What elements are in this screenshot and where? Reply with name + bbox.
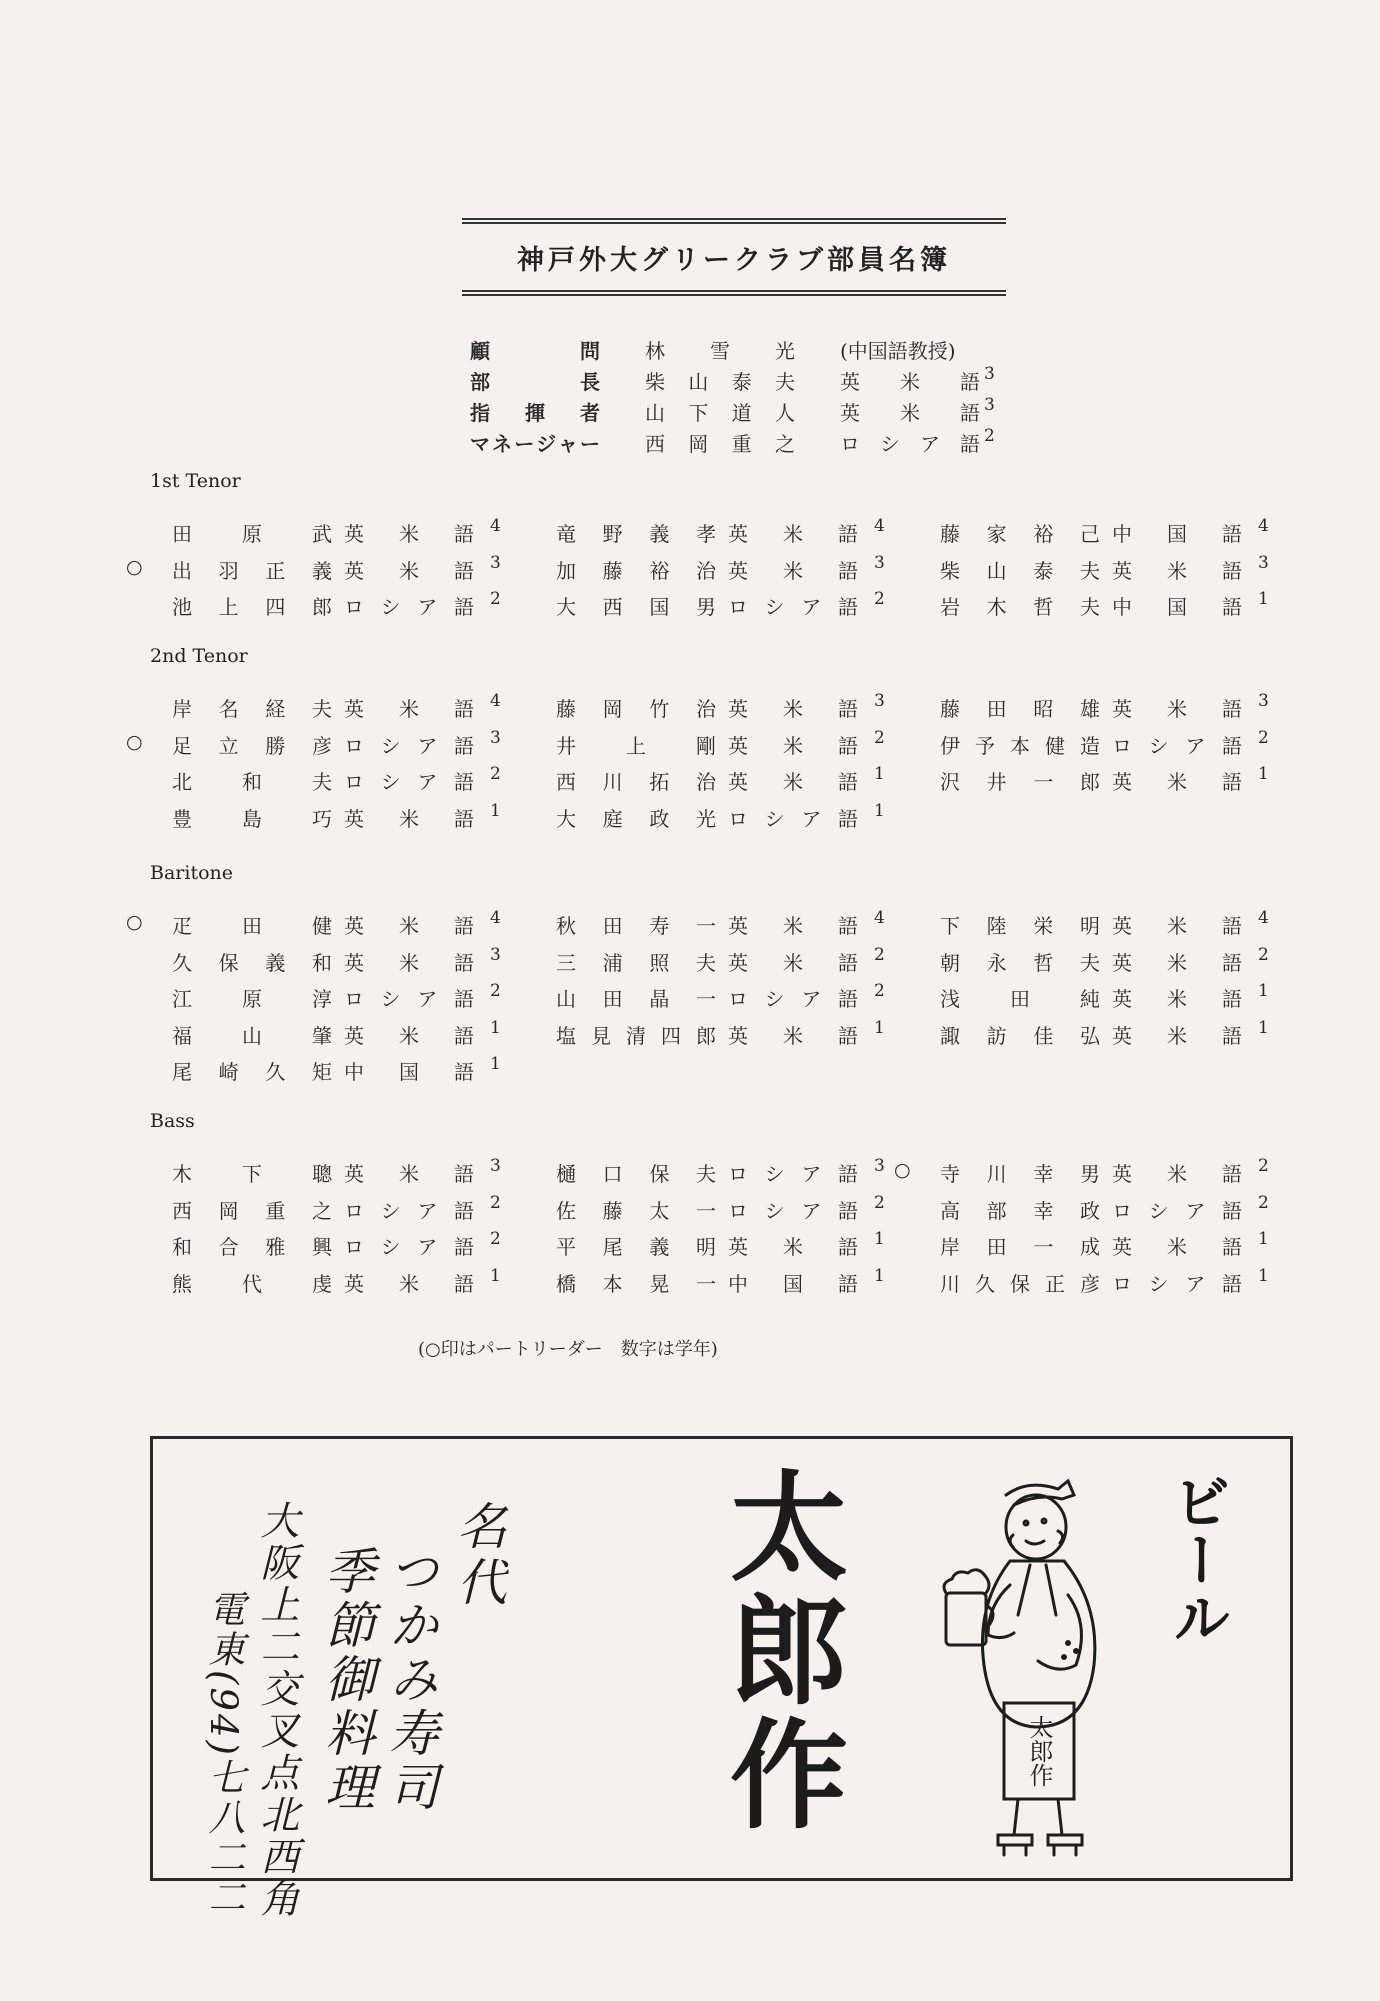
- ad-tagline-line1: 名代: [449, 1500, 507, 1612]
- member-grade: 1: [1258, 1017, 1269, 1038]
- member-grade: 3: [490, 1156, 501, 1176]
- member-name: 下陸栄明: [940, 914, 1100, 938]
- member-entry: [916, 727, 1296, 760]
- member-grade: 4: [490, 516, 501, 536]
- member-name: 伊予本健造: [940, 733, 1100, 758]
- member-grade: 4: [874, 516, 885, 536]
- member-entry: [916, 1192, 1296, 1225]
- officer-role: 部長: [470, 370, 600, 394]
- member-grade: 1: [490, 1017, 501, 1038]
- officer-grade: 3: [984, 395, 995, 415]
- member-entry: [148, 983, 528, 1013]
- member-grade: 3: [490, 727, 501, 748]
- member-name: 竜野義孝: [556, 522, 716, 546]
- member-department: 英米語: [728, 770, 858, 794]
- member-entry: [532, 727, 912, 760]
- member-grade: 2: [1258, 1192, 1269, 1213]
- member-name: 岸名経夫: [172, 697, 332, 721]
- member-department: ロシア語: [344, 733, 474, 758]
- member-department: 英米語: [728, 697, 858, 721]
- member-name: 池上四郎: [172, 595, 332, 619]
- member-grade: 1: [874, 1265, 885, 1286]
- member-entry: [532, 1231, 912, 1261]
- member-department: 中国語: [728, 1271, 858, 1296]
- member-entry: [532, 766, 912, 796]
- member-department: ロシア語: [728, 1162, 858, 1186]
- member-grade: 2: [490, 981, 501, 1001]
- member-department: 英米語: [1112, 697, 1242, 721]
- member-grade: 1: [874, 1229, 885, 1249]
- ad-address-line2: 電東(94)七八二二: [202, 1590, 245, 1918]
- member-name: 秋田寿一: [556, 914, 716, 938]
- member-department: 英米語: [1112, 770, 1242, 794]
- member-entry: [916, 552, 1296, 585]
- officer-row: [470, 366, 1030, 397]
- member-name: 熊代虔: [172, 1271, 332, 1296]
- beer-label: ビール: [1163, 1472, 1231, 1646]
- member-department: 英米語: [344, 522, 474, 546]
- member-department: 英米語: [728, 1023, 858, 1048]
- member-entry: [916, 766, 1296, 796]
- member-department: 英米語: [1112, 1235, 1242, 1259]
- member-name: 朝永哲夫: [940, 950, 1100, 975]
- member-department: 英米語: [344, 1271, 474, 1296]
- member-grade: 1: [490, 1265, 501, 1286]
- member-grade: 3: [1258, 552, 1269, 573]
- title-box: [462, 218, 1006, 296]
- officer-department: 英米語: [840, 370, 980, 394]
- member-name: 寺川幸男: [940, 1162, 1100, 1186]
- member-entry: [916, 1017, 1296, 1050]
- member-grade: 1: [490, 1054, 501, 1074]
- member-entry: [532, 944, 912, 977]
- section-label: 2nd Tenor: [150, 645, 248, 667]
- member-grade: 3: [874, 691, 885, 711]
- member-department: 英米語: [728, 1235, 858, 1259]
- ad-tagline-line3: 季節御料理: [317, 1545, 375, 1815]
- member-grade: 2: [1258, 944, 1269, 965]
- member-name: 久保義和: [172, 950, 332, 975]
- member-entry: [916, 591, 1296, 621]
- member-department: ロシア語: [728, 595, 858, 619]
- member-name: 山田晶一: [556, 987, 716, 1011]
- member-name: 北和夫: [172, 770, 332, 794]
- member-grade: 4: [1258, 908, 1269, 928]
- member-grade: 1: [874, 764, 885, 784]
- member-name: 井上剛: [556, 733, 716, 758]
- member-entry: [532, 1017, 912, 1050]
- member-name: 西岡重之: [172, 1198, 332, 1223]
- member-department: 英米語: [344, 914, 474, 938]
- officer-department: 英米語: [840, 401, 980, 425]
- member-grade: 3: [490, 944, 501, 965]
- member-name: 足立勝彦: [172, 733, 332, 758]
- member-entry: [148, 800, 528, 833]
- member-name: 加藤裕治: [556, 558, 716, 583]
- member-name: 疋田健: [172, 914, 332, 938]
- member-name: 樋口保夫: [556, 1162, 716, 1186]
- member-department: 英米語: [344, 1023, 474, 1048]
- member-department: ロシア語: [728, 1198, 858, 1223]
- officer-name: 柴山泰夫: [645, 370, 795, 394]
- member-entry: [916, 693, 1296, 723]
- member-entry: [148, 1056, 528, 1086]
- member-entry: [148, 944, 528, 977]
- member-name: 大西国男: [556, 595, 716, 619]
- member-department: ロシア語: [344, 770, 474, 794]
- member-grade: 2: [874, 944, 885, 965]
- member-name: 平尾義明: [556, 1235, 716, 1259]
- section-label: Bass: [150, 1110, 195, 1132]
- member-grade: 1: [490, 800, 501, 821]
- member-department: 英米語: [344, 950, 474, 975]
- member-department: ロシア語: [344, 1198, 474, 1223]
- member-entry: [148, 693, 528, 723]
- member-department: 英米語: [728, 914, 858, 938]
- member-name: 三浦照夫: [556, 950, 716, 975]
- officer-row: [470, 335, 1030, 366]
- member-department: 英米語: [728, 950, 858, 975]
- member-department: ロシア語: [728, 806, 858, 831]
- member-grade: 2: [874, 1192, 885, 1213]
- member-department: 英米語: [1112, 914, 1242, 938]
- member-name: 尾崎久矩: [172, 1060, 332, 1084]
- member-grade: 1: [1258, 1265, 1269, 1286]
- part-leader-mark: ○: [126, 911, 143, 933]
- member-grade: 1: [1258, 1229, 1269, 1249]
- officer-grade: 2: [984, 426, 995, 446]
- member-department: ロシア語: [728, 987, 858, 1011]
- member-department: 英米語: [728, 733, 858, 758]
- member-name: 和合雅興: [172, 1235, 332, 1259]
- member-name: 田原武: [172, 522, 332, 546]
- member-name: 西川拓治: [556, 770, 716, 794]
- member-department: ロシア語: [1112, 1198, 1242, 1223]
- member-grade: 3: [1258, 691, 1269, 711]
- officer-row: [470, 428, 1030, 459]
- officers-list: [470, 335, 1030, 459]
- member-grade: 4: [1258, 516, 1269, 536]
- member-name: 岩木哲夫: [940, 595, 1100, 619]
- member-entry: [916, 983, 1296, 1013]
- member-entry: [148, 591, 528, 621]
- member-grade: 4: [490, 908, 501, 928]
- member-department: 英米語: [1112, 1023, 1242, 1048]
- member-name: 福山肇: [172, 1023, 332, 1048]
- member-department: 英米語: [1112, 987, 1242, 1011]
- section-label: 1st Tenor: [150, 470, 241, 492]
- member-name: 佐藤太一: [556, 1198, 716, 1223]
- member-department: 英米語: [1112, 558, 1242, 583]
- member-entry: [894, 1156, 1296, 1188]
- member-name: 木下聰: [172, 1162, 332, 1186]
- mascot-illustration: [918, 1465, 1138, 1865]
- member-department: 英米語: [344, 558, 474, 583]
- officer-name: 西岡重之: [645, 432, 795, 456]
- member-department: 中国語: [1112, 595, 1242, 619]
- part-leader-mark: ○: [126, 730, 143, 753]
- apron-text: 太郎作: [1025, 1715, 1053, 1787]
- member-name: 藤岡竹治: [556, 697, 716, 721]
- member-entry: [126, 908, 528, 940]
- page-title: 神戸外大グリークラブ部員名簿: [517, 244, 951, 276]
- part-leader-mark: ○: [126, 555, 143, 578]
- member-name: 藤田昭雄: [940, 697, 1100, 721]
- officer-role: 顧問: [470, 339, 600, 363]
- member-grade: 1: [874, 800, 885, 821]
- member-grade: 3: [490, 552, 501, 573]
- member-entry: [148, 1017, 528, 1050]
- member-name: 塩見清四郎: [556, 1023, 716, 1048]
- officer-name: 林雪光: [645, 339, 795, 363]
- member-entry: [532, 910, 912, 940]
- member-entry: [148, 766, 528, 796]
- member-entry: [916, 1265, 1296, 1298]
- member-grade: 2: [490, 589, 501, 609]
- member-grade: 2: [874, 589, 885, 609]
- member-grade: 1: [874, 1017, 885, 1038]
- member-grade: 4: [490, 691, 501, 711]
- member-name: 浅田純: [940, 987, 1100, 1011]
- member-entry: [148, 1265, 528, 1298]
- member-name: 岸田一成: [940, 1235, 1100, 1259]
- member-name: 川久保正彦: [940, 1271, 1100, 1296]
- member-entry: [916, 910, 1296, 940]
- part-leader-mark: ○: [894, 1159, 911, 1181]
- member-entry: [532, 518, 912, 548]
- member-grade: 2: [490, 1192, 501, 1213]
- member-name: 出羽正義: [172, 558, 332, 583]
- member-grade: 3: [874, 1156, 885, 1176]
- member-entry: [126, 727, 528, 760]
- member-grade: 2: [490, 1229, 501, 1249]
- member-grade: 2: [874, 981, 885, 1001]
- member-name: 藤家裕己: [940, 522, 1100, 546]
- member-entry: [532, 693, 912, 723]
- section-label: Baritone: [150, 862, 234, 884]
- officer-department: ロシア語: [840, 432, 980, 456]
- member-entry: [148, 1192, 528, 1225]
- ad-address-line1: 大阪上二交叉点北西角: [254, 1500, 299, 1920]
- member-grade: 2: [490, 764, 501, 784]
- member-department: 英米語: [344, 1162, 474, 1186]
- member-department: 中国語: [1112, 522, 1242, 546]
- member-department: 中国語: [344, 1060, 474, 1084]
- member-entry: [532, 1265, 912, 1298]
- member-entry: [916, 944, 1296, 977]
- member-department: ロシア語: [1112, 733, 1242, 758]
- member-entry: [532, 591, 912, 621]
- member-entry: [916, 518, 1296, 548]
- member-name: 沢井一郎: [940, 770, 1100, 794]
- officer-role: 指揮者: [470, 401, 600, 425]
- member-entry: [532, 1158, 912, 1188]
- member-entry: [148, 1231, 528, 1261]
- member-entry: [532, 1192, 912, 1225]
- member-grade: 2: [1258, 727, 1269, 748]
- member-grade: 3: [874, 552, 885, 573]
- shop-name: 太郎作: [710, 1465, 849, 1837]
- member-department: 英米語: [344, 806, 474, 831]
- member-grade: 1: [1258, 764, 1269, 784]
- member-grade: 1: [1258, 981, 1269, 1001]
- member-entry: [148, 518, 528, 548]
- member-department: 英米語: [728, 558, 858, 583]
- officer-grade: 3: [984, 364, 995, 384]
- officer-name: 山下道人: [645, 401, 795, 425]
- member-department: ロシア語: [344, 595, 474, 619]
- member-grade: 4: [874, 908, 885, 928]
- member-entry: [532, 552, 912, 585]
- member-department: ロシア語: [1112, 1271, 1242, 1296]
- footnote: (○印はパートリーダー 数字は学年): [418, 1339, 718, 1360]
- member-grade: 2: [1258, 1156, 1269, 1176]
- member-department: 英米語: [1112, 950, 1242, 975]
- member-department: 英米語: [344, 697, 474, 721]
- member-department: ロシア語: [344, 987, 474, 1011]
- member-department: ロシア語: [344, 1235, 474, 1259]
- member-name: 諏訪佳弘: [940, 1023, 1100, 1048]
- member-grade: 1: [1258, 589, 1269, 609]
- officer-department: (中国語教授): [840, 339, 956, 363]
- member-entry: [532, 800, 912, 833]
- member-department: 英米語: [1112, 1162, 1242, 1186]
- member-name: 大庭政光: [556, 806, 716, 831]
- member-entry: [532, 983, 912, 1013]
- member-name: 高部幸政: [940, 1198, 1100, 1223]
- member-name: 豊島巧: [172, 806, 332, 831]
- officer-role: マネージャー: [470, 432, 600, 456]
- member-entry: [916, 1231, 1296, 1261]
- member-name: 柴山泰夫: [940, 558, 1100, 583]
- member-department: 英米語: [728, 522, 858, 546]
- member-entry: [126, 552, 528, 585]
- member-grade: 2: [874, 727, 885, 748]
- officer-row: [470, 397, 1030, 428]
- ad-tagline-line2: つかみ寿司: [381, 1545, 439, 1815]
- member-entry: [148, 1158, 528, 1188]
- member-name: 江原淳: [172, 987, 332, 1011]
- member-name: 橋本晃一: [556, 1271, 716, 1296]
